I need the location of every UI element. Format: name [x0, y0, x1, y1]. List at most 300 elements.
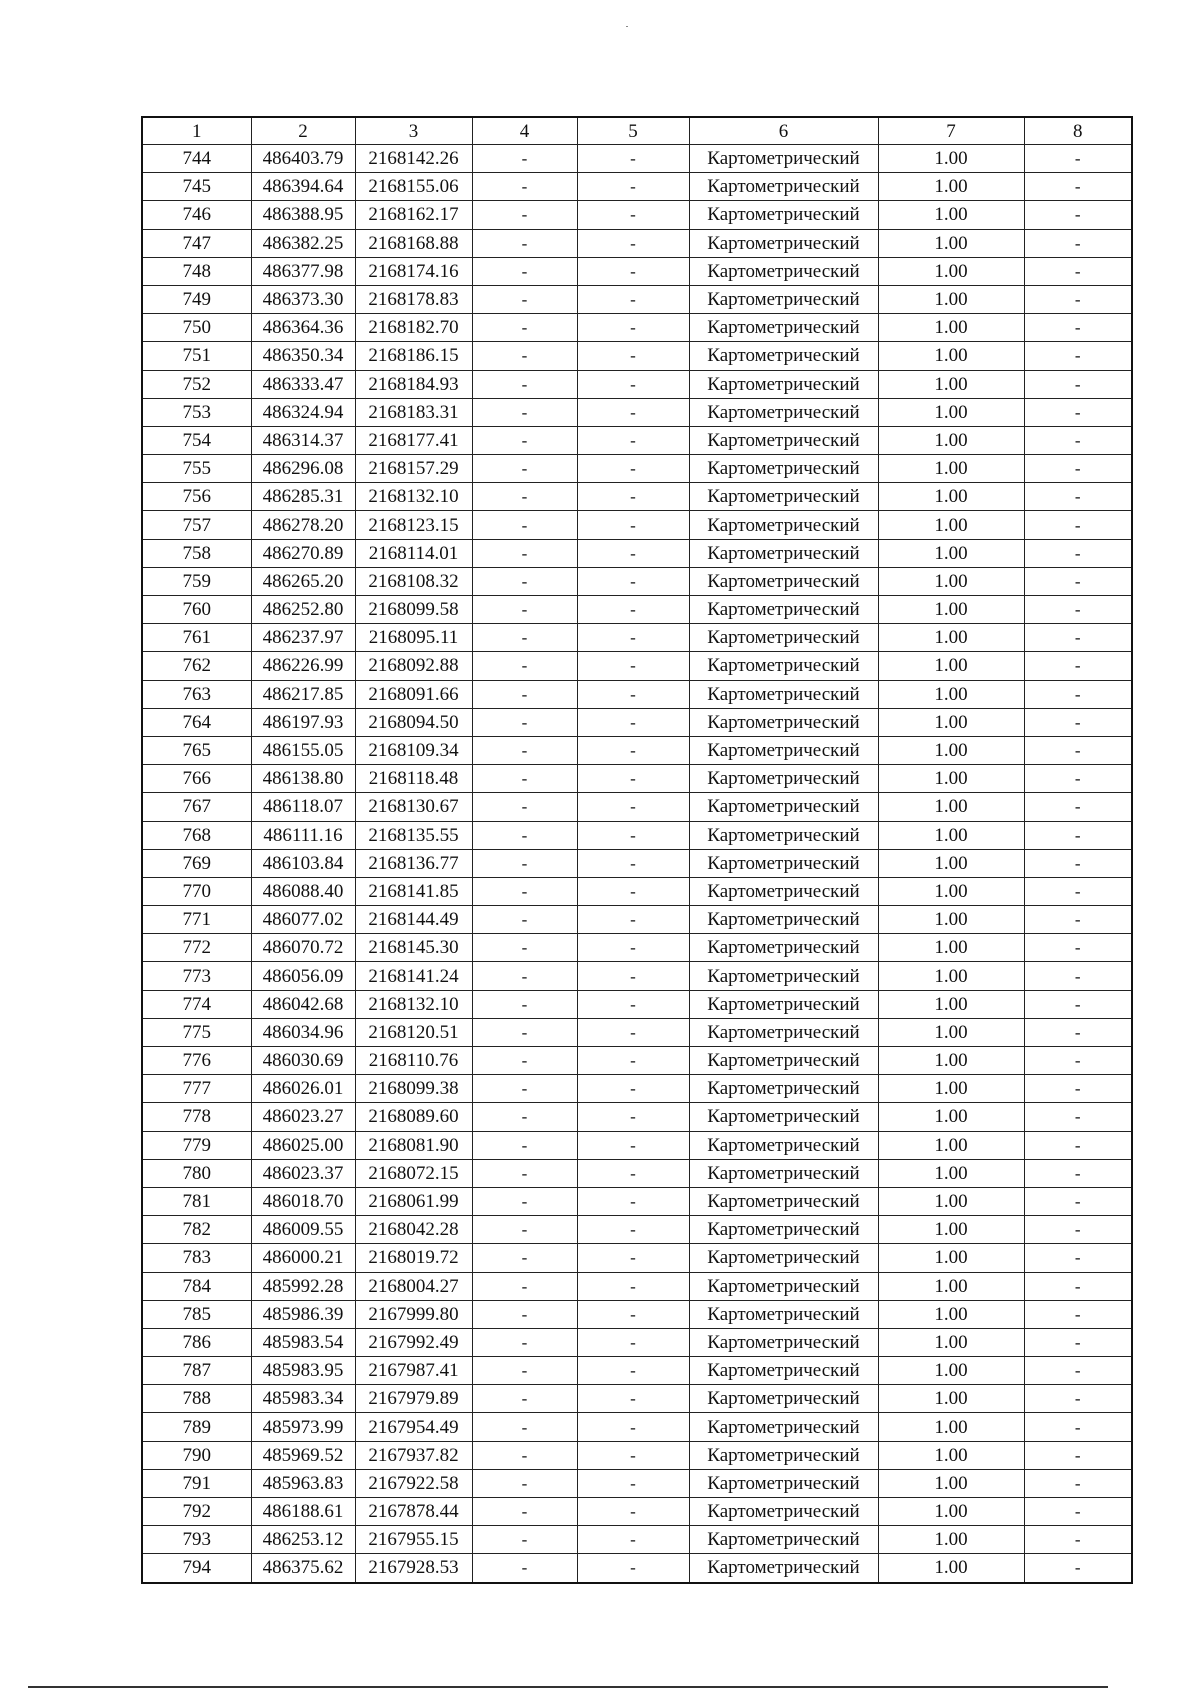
- cell-y-coordinate: 2168072.15: [355, 1159, 472, 1187]
- table-row: [142, 736, 1132, 764]
- cell-col5: -: [577, 426, 689, 454]
- table-row: [142, 1526, 1132, 1554]
- cell-method: Картометрический: [689, 539, 878, 567]
- cell-y-coordinate: 2168174.16: [355, 257, 472, 285]
- cell-col5: -: [577, 736, 689, 764]
- cell-x-coordinate: 486364.36: [251, 314, 355, 342]
- cell-method: Картометрический: [689, 1441, 878, 1469]
- cell-method: Картометрический: [689, 1300, 878, 1328]
- cell-col8: -: [1024, 1469, 1132, 1497]
- cell-col8: -: [1024, 596, 1132, 624]
- cell-y-coordinate: 2168108.32: [355, 567, 472, 595]
- cell-y-coordinate: 2168114.01: [355, 539, 472, 567]
- cell-accuracy: 1.00: [878, 1244, 1024, 1272]
- cell-accuracy: 1.00: [878, 962, 1024, 990]
- cell-y-coordinate: 2168123.15: [355, 511, 472, 539]
- cell-col4: -: [472, 877, 577, 905]
- table-row: [142, 455, 1132, 483]
- cell-col5: -: [577, 1103, 689, 1131]
- cell-x-coordinate: 485963.83: [251, 1469, 355, 1497]
- cell-point-number: 790: [142, 1441, 251, 1469]
- cell-col8: -: [1024, 1187, 1132, 1215]
- cell-method: Картометрический: [689, 821, 878, 849]
- cell-accuracy: 1.00: [878, 201, 1024, 229]
- cell-y-coordinate: 2168135.55: [355, 821, 472, 849]
- cell-col4: -: [472, 1272, 577, 1300]
- table-row: [142, 1357, 1132, 1385]
- cell-col5: -: [577, 1385, 689, 1413]
- cell-y-coordinate: 2168099.58: [355, 596, 472, 624]
- cell-col4: -: [472, 314, 577, 342]
- cell-method: Картометрический: [689, 1018, 878, 1046]
- cell-y-coordinate: 2168019.72: [355, 1244, 472, 1272]
- cell-col5: -: [577, 1047, 689, 1075]
- cell-y-coordinate: 2168144.49: [355, 906, 472, 934]
- cell-col5: -: [577, 1469, 689, 1497]
- cell-y-coordinate: 2168157.29: [355, 455, 472, 483]
- cell-x-coordinate: 486285.31: [251, 483, 355, 511]
- header-cell-5: 5: [577, 117, 689, 145]
- cell-y-coordinate: 2168145.30: [355, 934, 472, 962]
- cell-accuracy: 1.00: [878, 1526, 1024, 1554]
- cell-method: Картометрический: [689, 1357, 878, 1385]
- cell-method: Картометрический: [689, 567, 878, 595]
- cell-x-coordinate: 486056.09: [251, 962, 355, 990]
- cell-accuracy: 1.00: [878, 1075, 1024, 1103]
- cell-col5: -: [577, 652, 689, 680]
- cell-col4: -: [472, 1159, 577, 1187]
- table-row: [142, 990, 1132, 1018]
- cell-y-coordinate: 2167878.44: [355, 1498, 472, 1526]
- cell-accuracy: 1.00: [878, 906, 1024, 934]
- cell-x-coordinate: 486382.25: [251, 229, 355, 257]
- cell-accuracy: 1.00: [878, 285, 1024, 313]
- cell-point-number: 753: [142, 398, 251, 426]
- cell-point-number: 775: [142, 1018, 251, 1046]
- cell-accuracy: 1.00: [878, 680, 1024, 708]
- cell-col8: -: [1024, 567, 1132, 595]
- cell-col4: -: [472, 849, 577, 877]
- cell-accuracy: 1.00: [878, 483, 1024, 511]
- cell-col4: -: [472, 793, 577, 821]
- cell-accuracy: 1.00: [878, 849, 1024, 877]
- table-row: [142, 201, 1132, 229]
- cell-col8: -: [1024, 483, 1132, 511]
- cell-y-coordinate: 2168109.34: [355, 736, 472, 764]
- cell-point-number: 757: [142, 511, 251, 539]
- cell-x-coordinate: 486030.69: [251, 1047, 355, 1075]
- cell-x-coordinate: 486138.80: [251, 765, 355, 793]
- cell-col5: -: [577, 370, 689, 398]
- cell-col8: -: [1024, 1159, 1132, 1187]
- cell-x-coordinate: 486403.79: [251, 145, 355, 173]
- cell-x-coordinate: 486077.02: [251, 906, 355, 934]
- cell-y-coordinate: 2168091.66: [355, 680, 472, 708]
- cell-y-coordinate: 2168118.48: [355, 765, 472, 793]
- cell-method: Картометрический: [689, 1131, 878, 1159]
- cell-accuracy: 1.00: [878, 398, 1024, 426]
- table-row: [142, 483, 1132, 511]
- cell-col8: -: [1024, 314, 1132, 342]
- cell-col4: -: [472, 1216, 577, 1244]
- cell-col5: -: [577, 906, 689, 934]
- cell-col8: -: [1024, 1103, 1132, 1131]
- cell-col8: -: [1024, 849, 1132, 877]
- cell-y-coordinate: 2168182.70: [355, 314, 472, 342]
- cell-y-coordinate: 2168183.31: [355, 398, 472, 426]
- cell-x-coordinate: 486118.07: [251, 793, 355, 821]
- cell-col5: -: [577, 1075, 689, 1103]
- cell-point-number: 784: [142, 1272, 251, 1300]
- cell-col5: -: [577, 1187, 689, 1215]
- cell-point-number: 768: [142, 821, 251, 849]
- cell-y-coordinate: 2168095.11: [355, 624, 472, 652]
- cell-col5: -: [577, 483, 689, 511]
- cell-x-coordinate: 486314.37: [251, 426, 355, 454]
- cell-method: Картометрический: [689, 708, 878, 736]
- cell-col8: -: [1024, 1413, 1132, 1441]
- cell-col8: -: [1024, 426, 1132, 454]
- table-row: [142, 145, 1132, 173]
- cell-col8: -: [1024, 680, 1132, 708]
- cell-col4: -: [472, 173, 577, 201]
- cell-method: Картометрический: [689, 1216, 878, 1244]
- cell-y-coordinate: 2168130.67: [355, 793, 472, 821]
- cell-col4: -: [472, 934, 577, 962]
- cell-col4: -: [472, 1103, 577, 1131]
- cell-accuracy: 1.00: [878, 426, 1024, 454]
- cell-col5: -: [577, 1554, 689, 1583]
- cell-method: Картометрический: [689, 1385, 878, 1413]
- cell-col5: -: [577, 201, 689, 229]
- cell-method: Картометрический: [689, 1244, 878, 1272]
- cell-col4: -: [472, 1357, 577, 1385]
- cell-x-coordinate: 486188.61: [251, 1498, 355, 1526]
- cell-x-coordinate: 485992.28: [251, 1272, 355, 1300]
- cell-y-coordinate: 2168177.41: [355, 426, 472, 454]
- cell-method: Картометрический: [689, 1075, 878, 1103]
- cell-y-coordinate: 2167922.58: [355, 1469, 472, 1497]
- cell-point-number: 760: [142, 596, 251, 624]
- table-row: [142, 1018, 1132, 1046]
- cell-y-coordinate: 2168141.24: [355, 962, 472, 990]
- table-row: [142, 314, 1132, 342]
- cell-col5: -: [577, 1272, 689, 1300]
- cell-col5: -: [577, 1244, 689, 1272]
- cell-method: Картометрический: [689, 934, 878, 962]
- cell-x-coordinate: 485983.54: [251, 1328, 355, 1356]
- table-row: [142, 877, 1132, 905]
- table-row: [142, 257, 1132, 285]
- cell-x-coordinate: 486296.08: [251, 455, 355, 483]
- cell-col5: -: [577, 398, 689, 426]
- cell-point-number: 789: [142, 1413, 251, 1441]
- cell-point-number: 761: [142, 624, 251, 652]
- table-row: [142, 1159, 1132, 1187]
- cell-accuracy: 1.00: [878, 257, 1024, 285]
- cell-col4: -: [472, 708, 577, 736]
- cell-col8: -: [1024, 1385, 1132, 1413]
- cell-accuracy: 1.00: [878, 455, 1024, 483]
- table-row: [142, 1131, 1132, 1159]
- cell-col4: -: [472, 426, 577, 454]
- table-row: [142, 1554, 1132, 1583]
- cell-accuracy: 1.00: [878, 821, 1024, 849]
- cell-col5: -: [577, 145, 689, 173]
- table-row: [142, 821, 1132, 849]
- cell-col5: -: [577, 285, 689, 313]
- cell-accuracy: 1.00: [878, 173, 1024, 201]
- cell-accuracy: 1.00: [878, 1469, 1024, 1497]
- cell-method: Картометрический: [689, 1187, 878, 1215]
- cell-col8: -: [1024, 934, 1132, 962]
- cell-method: Картометрический: [689, 145, 878, 173]
- cell-y-coordinate: 2168089.60: [355, 1103, 472, 1131]
- cell-point-number: 792: [142, 1498, 251, 1526]
- cell-col4: -: [472, 962, 577, 990]
- cell-col8: -: [1024, 736, 1132, 764]
- cell-col5: -: [577, 455, 689, 483]
- cell-x-coordinate: 485973.99: [251, 1413, 355, 1441]
- cell-col4: -: [472, 370, 577, 398]
- cell-y-coordinate: 2167928.53: [355, 1554, 472, 1583]
- cell-col5: -: [577, 708, 689, 736]
- cell-col4: -: [472, 906, 577, 934]
- cell-x-coordinate: 486103.84: [251, 849, 355, 877]
- cell-col4: -: [472, 1131, 577, 1159]
- table-row: [142, 567, 1132, 595]
- cell-col4: -: [472, 511, 577, 539]
- scan-speck: [626, 26, 628, 27]
- cell-x-coordinate: 486377.98: [251, 257, 355, 285]
- cell-accuracy: 1.00: [878, 145, 1024, 173]
- cell-method: Картометрический: [689, 1159, 878, 1187]
- cell-point-number: 782: [142, 1216, 251, 1244]
- header-cell-4: 4: [472, 117, 577, 145]
- cell-method: Картометрический: [689, 370, 878, 398]
- cell-x-coordinate: 486217.85: [251, 680, 355, 708]
- cell-col4: -: [472, 1469, 577, 1497]
- cell-x-coordinate: 486000.21: [251, 1244, 355, 1272]
- cell-x-coordinate: 486388.95: [251, 201, 355, 229]
- cell-method: Картометрический: [689, 1272, 878, 1300]
- cell-x-coordinate: 486155.05: [251, 736, 355, 764]
- cell-col8: -: [1024, 1272, 1132, 1300]
- cell-method: Картометрический: [689, 877, 878, 905]
- cell-col5: -: [577, 1328, 689, 1356]
- cell-col8: -: [1024, 370, 1132, 398]
- cell-point-number: 787: [142, 1357, 251, 1385]
- cell-col8: -: [1024, 1498, 1132, 1526]
- table-row: [142, 652, 1132, 680]
- cell-point-number: 748: [142, 257, 251, 285]
- cell-x-coordinate: 485969.52: [251, 1441, 355, 1469]
- cell-accuracy: 1.00: [878, 229, 1024, 257]
- cell-point-number: 745: [142, 173, 251, 201]
- cell-x-coordinate: 486088.40: [251, 877, 355, 905]
- cell-x-coordinate: 486009.55: [251, 1216, 355, 1244]
- cell-col4: -: [472, 567, 577, 595]
- cell-point-number: 749: [142, 285, 251, 313]
- cell-y-coordinate: 2168184.93: [355, 370, 472, 398]
- cell-y-coordinate: 2168092.88: [355, 652, 472, 680]
- cell-col4: -: [472, 1047, 577, 1075]
- cell-x-coordinate: 486111.16: [251, 821, 355, 849]
- cell-col4: -: [472, 398, 577, 426]
- table-row: [142, 173, 1132, 201]
- cell-method: Картометрический: [689, 314, 878, 342]
- cell-method: Картометрический: [689, 483, 878, 511]
- cell-method: Картометрический: [689, 426, 878, 454]
- cell-col4: -: [472, 1385, 577, 1413]
- cell-point-number: 754: [142, 426, 251, 454]
- table-row: [142, 906, 1132, 934]
- cell-col5: -: [577, 962, 689, 990]
- table-row: [142, 1469, 1132, 1497]
- cell-method: Картометрический: [689, 285, 878, 313]
- cell-point-number: 791: [142, 1469, 251, 1497]
- cell-accuracy: 1.00: [878, 934, 1024, 962]
- cell-accuracy: 1.00: [878, 765, 1024, 793]
- cell-col8: -: [1024, 1131, 1132, 1159]
- cell-y-coordinate: 2167987.41: [355, 1357, 472, 1385]
- cell-accuracy: 1.00: [878, 624, 1024, 652]
- cell-col8: -: [1024, 145, 1132, 173]
- cell-col8: -: [1024, 708, 1132, 736]
- cell-col4: -: [472, 229, 577, 257]
- cell-y-coordinate: 2168042.28: [355, 1216, 472, 1244]
- cell-x-coordinate: 486226.99: [251, 652, 355, 680]
- cell-col5: -: [577, 314, 689, 342]
- cell-col4: -: [472, 1187, 577, 1215]
- cell-method: Картометрический: [689, 1526, 878, 1554]
- cell-method: Картометрический: [689, 1328, 878, 1356]
- cell-col4: -: [472, 1554, 577, 1583]
- table-row: [142, 285, 1132, 313]
- cell-accuracy: 1.00: [878, 539, 1024, 567]
- cell-accuracy: 1.00: [878, 1413, 1024, 1441]
- table-row: [142, 1300, 1132, 1328]
- cell-x-coordinate: 486025.00: [251, 1131, 355, 1159]
- cell-col5: -: [577, 1300, 689, 1328]
- cell-col4: -: [472, 257, 577, 285]
- header-cell-3: 3: [355, 117, 472, 145]
- cell-accuracy: 1.00: [878, 652, 1024, 680]
- cell-accuracy: 1.00: [878, 1300, 1024, 1328]
- table-row: [142, 1441, 1132, 1469]
- cell-col5: -: [577, 877, 689, 905]
- cell-col5: -: [577, 849, 689, 877]
- cell-col8: -: [1024, 990, 1132, 1018]
- cell-col5: -: [577, 1357, 689, 1385]
- cell-col8: -: [1024, 201, 1132, 229]
- cell-x-coordinate: 486042.68: [251, 990, 355, 1018]
- cell-col5: -: [577, 680, 689, 708]
- cell-point-number: 779: [142, 1131, 251, 1159]
- cell-x-coordinate: 486237.97: [251, 624, 355, 652]
- cell-accuracy: 1.00: [878, 342, 1024, 370]
- cell-accuracy: 1.00: [878, 1498, 1024, 1526]
- cell-accuracy: 1.00: [878, 1103, 1024, 1131]
- cell-method: Картометрический: [689, 1469, 878, 1497]
- cell-col5: -: [577, 567, 689, 595]
- cell-x-coordinate: 485983.34: [251, 1385, 355, 1413]
- header-cell-6: 6: [689, 117, 878, 145]
- table-row: [142, 934, 1132, 962]
- cell-method: Картометрический: [689, 680, 878, 708]
- table-row: [142, 539, 1132, 567]
- cell-point-number: 770: [142, 877, 251, 905]
- cell-col5: -: [577, 934, 689, 962]
- cell-col8: -: [1024, 342, 1132, 370]
- cell-col8: -: [1024, 1216, 1132, 1244]
- cell-method: Картометрический: [689, 1554, 878, 1583]
- cell-col4: -: [472, 1328, 577, 1356]
- table-row: [142, 398, 1132, 426]
- cell-x-coordinate: 485983.95: [251, 1357, 355, 1385]
- table-row: [142, 708, 1132, 736]
- cell-accuracy: 1.00: [878, 596, 1024, 624]
- cell-col8: -: [1024, 765, 1132, 793]
- cell-col4: -: [472, 342, 577, 370]
- cell-x-coordinate: 486373.30: [251, 285, 355, 313]
- cell-point-number: 766: [142, 765, 251, 793]
- cell-col8: -: [1024, 398, 1132, 426]
- bottom-rule: [28, 1686, 1108, 1688]
- table-row: [142, 765, 1132, 793]
- cell-x-coordinate: 486023.27: [251, 1103, 355, 1131]
- cell-col5: -: [577, 257, 689, 285]
- cell-col8: -: [1024, 1554, 1132, 1583]
- cell-x-coordinate: 486023.37: [251, 1159, 355, 1187]
- header-cell-2: 2: [251, 117, 355, 145]
- cell-method: Картометрический: [689, 342, 878, 370]
- cell-method: Картометрический: [689, 793, 878, 821]
- cell-x-coordinate: 486253.12: [251, 1526, 355, 1554]
- cell-col8: -: [1024, 1526, 1132, 1554]
- cell-y-coordinate: 2168142.26: [355, 145, 472, 173]
- cell-col5: -: [577, 793, 689, 821]
- cell-method: Картометрический: [689, 990, 878, 1018]
- cell-col4: -: [472, 539, 577, 567]
- cell-x-coordinate: 486394.64: [251, 173, 355, 201]
- table-row: [142, 1498, 1132, 1526]
- cell-y-coordinate: 2167999.80: [355, 1300, 472, 1328]
- cell-y-coordinate: 2168081.90: [355, 1131, 472, 1159]
- cell-col8: -: [1024, 455, 1132, 483]
- cell-y-coordinate: 2168155.06: [355, 173, 472, 201]
- cell-col8: -: [1024, 1047, 1132, 1075]
- cell-col8: -: [1024, 1328, 1132, 1356]
- cell-col5: -: [577, 1413, 689, 1441]
- cell-col8: -: [1024, 257, 1132, 285]
- cell-accuracy: 1.00: [878, 1131, 1024, 1159]
- table-row: [142, 342, 1132, 370]
- cell-col4: -: [472, 990, 577, 1018]
- cell-accuracy: 1.00: [878, 990, 1024, 1018]
- cell-col4: -: [472, 1441, 577, 1469]
- cell-col5: -: [577, 821, 689, 849]
- cell-col4: -: [472, 1075, 577, 1103]
- table-row: [142, 1413, 1132, 1441]
- coordinates-table: [141, 116, 1133, 1584]
- cell-col8: -: [1024, 906, 1132, 934]
- cell-point-number: 777: [142, 1075, 251, 1103]
- cell-y-coordinate: 2167954.49: [355, 1413, 472, 1441]
- cell-point-number: 746: [142, 201, 251, 229]
- cell-y-coordinate: 2168120.51: [355, 1018, 472, 1046]
- cell-x-coordinate: 486333.47: [251, 370, 355, 398]
